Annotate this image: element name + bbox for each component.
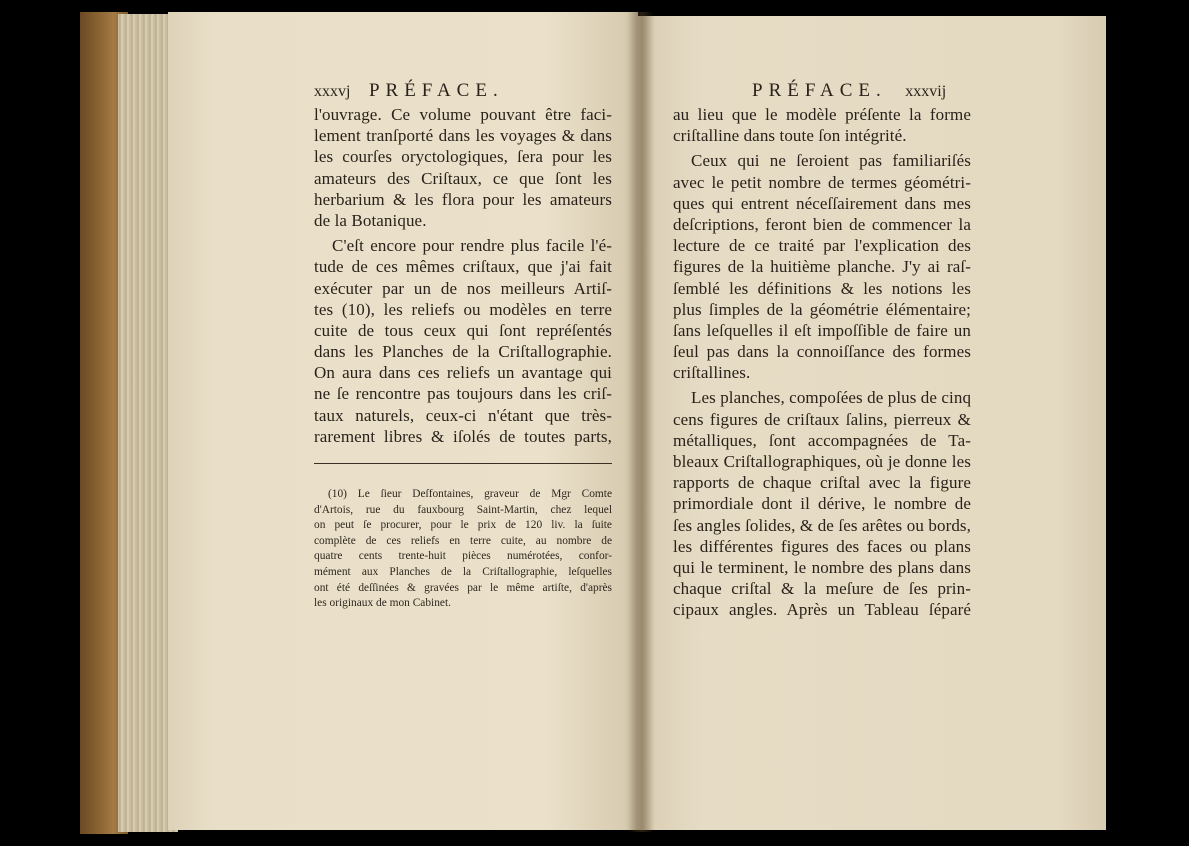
text-line: avec le petit nombre de termes géométri- xyxy=(673,172,971,192)
footnote-line: on peut ſe procurer, pour le prix de 120 liv. la ſuite xyxy=(314,519,612,532)
text-line: criſtallines. xyxy=(673,363,751,383)
text-line: tude de ces mêmes criſtaux, que j'ai fait xyxy=(314,257,612,277)
text-line: de la Botanique. xyxy=(314,210,427,230)
text-line: C'eſt encore pour rendre plus facile l'é- xyxy=(332,236,612,256)
text-line: lement tranſporté dans les voyages & dans xyxy=(314,126,612,146)
text-line: criſtalline dans toute ſon intégrité. xyxy=(673,126,907,146)
text-line: bleaux Criſtallographiques, où je donne les xyxy=(673,452,971,471)
text-line: tes (10), les reliefs ou modèles en terre xyxy=(314,299,612,319)
footnote-line: complète de ces reliefs en terre cuite, au nombre de xyxy=(314,534,612,547)
text-line: au lieu que le modèle préſente la forme xyxy=(673,105,971,124)
text-line: Les planches, compoſées de plus de cinq xyxy=(691,388,972,408)
text-line: l'ouvrage. Ce volume pouvant être faci- xyxy=(314,105,612,124)
text-line: métalliques, ſont accompagnées de Ta- xyxy=(673,430,971,450)
text-line: rapports de chaque criſtal avec la figure xyxy=(673,473,971,493)
text-line: dans les Planches de la Criſtallographie. xyxy=(314,342,612,362)
text-line: qui le terminent, le nombre des plans dans xyxy=(673,557,971,577)
right-page-body xyxy=(673,104,971,621)
text-line: cipaux angles. Après un Tableau ſéparé xyxy=(673,600,971,620)
right-page-header xyxy=(752,80,946,102)
text-line: ſes angles ſolides, & de ſes arêtes ou bords, xyxy=(673,515,971,535)
text-line: ſans leſquelles il eſt impoſſible de faire un xyxy=(673,320,971,340)
text-line: rarement libres & iſolés de toutes parts, xyxy=(314,426,612,446)
text-line: les différentes figures des faces ou plans xyxy=(673,536,971,556)
text-line: ne ſe rencontre pas toujours dans les criſ- xyxy=(314,384,612,404)
text-line: Ceux qui ne ſeroient pas familiariſés xyxy=(691,151,971,171)
footnote-line: ont été deſſinées & gravées par le même artiſte, d'après xyxy=(314,581,612,594)
footnote-line: d'Artois, rue du fauxbourg Saint-Martin, chez lequel xyxy=(314,503,612,516)
footnote-line: les originaux de mon Cabinet. xyxy=(314,597,451,610)
left-running-title: PRÉFACE. xyxy=(368,80,504,101)
text-line: cuite de tous ceux qui ſont repréſentés xyxy=(314,320,612,340)
text-line: lecture de ce traité par l'explication des xyxy=(673,236,971,256)
footnote-line: quatre cents trente-huit pièces numérotées, confor- xyxy=(314,550,612,563)
text-line: chaque criſtal & la meſure de ſes prin- xyxy=(673,579,971,599)
text-line: taux naturels, ceux-ci n'étant que très- xyxy=(314,405,612,425)
text-line: figures de la huitième planche. J'y ai raſ- xyxy=(673,257,971,277)
text-line: cens figures de criſtaux ſalins, pierreux & xyxy=(673,409,971,429)
footnote-line: mément aux Planches de la Criſtallographie, leſquelles xyxy=(314,565,612,578)
text-line: primordiale dont il dérive, le nombre de xyxy=(673,494,971,514)
text-line: On aura dans ces reliefs un avantage qui xyxy=(314,363,612,383)
right-running-title: PRÉFACE. xyxy=(752,80,887,101)
footnote-line: (10) Le ſieur Deſfontaines, graveur de Mgr Comte xyxy=(328,488,612,500)
left-page-number: xxxvj xyxy=(314,83,351,100)
text-line: exécuter par un de nos meilleurs Artiſ- xyxy=(314,278,612,298)
left-page-header xyxy=(314,80,504,102)
book-gutter xyxy=(628,12,654,832)
text-line: deſcriptions, feront bien de commencer la xyxy=(673,214,971,234)
left-page-body xyxy=(314,104,612,447)
text-line: ſeul pas dans la connoiſſance des formes xyxy=(673,342,971,362)
text-line: ſemblé les définitions & les notions les xyxy=(673,278,971,298)
text-line: ques qui entrent néceſſairement dans mes xyxy=(673,193,971,213)
footnote-rule xyxy=(314,463,612,464)
text-line: les courſes oryctologiques, ſera pour les xyxy=(314,147,612,167)
text-line: herbarium & les flora pour les amateurs xyxy=(314,189,612,209)
text-line: amateurs des Criſtaux, ce que ſont les xyxy=(314,168,612,188)
right-page-number: xxxvij xyxy=(905,83,947,100)
footnote xyxy=(314,487,612,612)
text-line: plus ſimples de la géométrie élémentaire; xyxy=(673,299,971,319)
